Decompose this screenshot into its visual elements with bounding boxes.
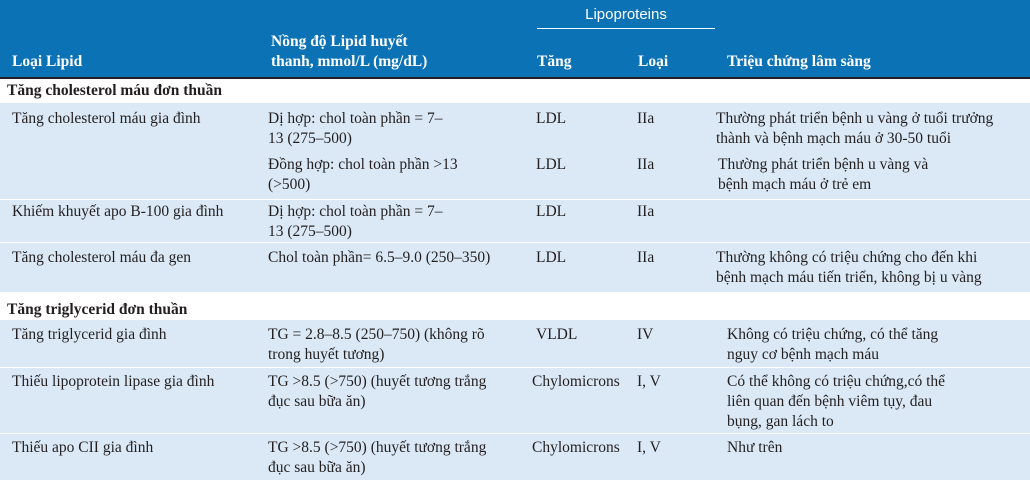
symptoms-cell: liên quan đến bệnh viêm tụy, đau bbox=[727, 393, 933, 410]
concentration-cell: Chol toàn phần= 6.5–9.0 (250–350) bbox=[268, 249, 491, 266]
symptoms-cell: Thường không có triệu chứng cho đến khi bbox=[716, 249, 978, 266]
lipid-type-cell: Tăng triglycerid gia đình bbox=[12, 326, 167, 343]
concentration-cell: đục sau bữa ăn) bbox=[268, 459, 366, 476]
symptoms-cell: Không có triệu chứng, có thể tăng bbox=[727, 326, 939, 343]
elevated-cell: LDL bbox=[536, 249, 567, 266]
lipid-type-cell: Thiếu lipoprotein lipase gia đình bbox=[12, 373, 215, 390]
col-header-symptoms: Triệu chứng lâm sàng bbox=[727, 53, 871, 70]
class-cell: IIa bbox=[637, 249, 655, 266]
col-header-type: Loại Lipid bbox=[12, 53, 83, 70]
lipid-type-cell: Tăng cholesterol máu gia đình bbox=[12, 110, 201, 127]
concentration-cell: Dị hợp: chol toàn phần = 7– bbox=[268, 110, 443, 127]
concentration-cell: (>500) bbox=[268, 176, 311, 193]
col-header-conc-line1: Nồng độ Lipid huyết bbox=[271, 33, 408, 50]
elevated-cell: Chylomicrons bbox=[532, 373, 620, 390]
concentration-cell: đục sau bữa ăn) bbox=[268, 393, 366, 410]
concentration-cell: Đồng hợp: chol toàn phần >13 bbox=[268, 156, 458, 173]
class-cell: I, V bbox=[637, 373, 661, 390]
lipid-type-cell: Tăng cholesterol máu đa gen bbox=[12, 249, 192, 266]
concentration-cell: Dị hợp: chol toàn phần = 7– bbox=[268, 203, 443, 220]
elevated-cell: LDL bbox=[536, 156, 567, 173]
elevated-cell: LDL bbox=[536, 203, 567, 220]
elevated-cell: VLDL bbox=[536, 326, 578, 343]
col-header-conc-line2: thanh, mmol/L (mg/dL) bbox=[271, 53, 428, 70]
concentration-cell: TG >8.5 (>750) (huyết tương trắng bbox=[268, 439, 487, 456]
concentration-cell: trong huyết tương) bbox=[268, 346, 385, 363]
symptoms-cell: Thường phát triển bệnh u vàng ở tuổi trưởng bbox=[716, 110, 994, 127]
symptoms-cell: nguy cơ bệnh mạch máu bbox=[727, 346, 879, 363]
section-title: Tăng cholesterol máu đơn thuần bbox=[7, 82, 223, 99]
class-cell: IIa bbox=[637, 110, 655, 127]
concentration-cell: 13 (275–500) bbox=[268, 223, 352, 240]
symptoms-cell: bệnh mạch máu tiến triển, không bị u vàng bbox=[716, 269, 982, 286]
symptoms-cell: Có thể không có triệu chứng,có thể bbox=[727, 373, 946, 390]
lipid-type-cell: Khiếm khuyết apo B-100 gia đình bbox=[12, 203, 224, 220]
symptoms-cell: bụng, gan lách to bbox=[727, 413, 834, 430]
class-cell: I, V bbox=[637, 439, 661, 456]
concentration-cell: TG >8.5 (>750) (huyết tương trắng bbox=[268, 373, 487, 390]
class-cell: IIa bbox=[637, 203, 655, 220]
symptoms-cell: Thường phát triển bệnh u vàng và bbox=[718, 156, 929, 173]
elevated-cell: Chylomicrons bbox=[532, 439, 620, 456]
table-header bbox=[0, 0, 1030, 78]
elevated-cell: LDL bbox=[536, 110, 567, 127]
symptoms-cell: thành và bệnh mạch máu ở 30-50 tuổi bbox=[716, 130, 952, 147]
concentration-cell: 13 (275–500) bbox=[268, 130, 352, 147]
symptoms-cell: bệnh mạch máu ở trẻ em bbox=[718, 176, 872, 193]
lipoproteins-group-header: Lipoproteins bbox=[585, 6, 667, 23]
header-rule bbox=[0, 77, 1030, 79]
class-cell: IIa bbox=[637, 156, 655, 173]
concentration-cell: TG = 2.8–8.5 (250–750) (không rõ bbox=[268, 326, 485, 343]
symptoms-cell: Như trên bbox=[727, 439, 783, 456]
col-header-elevated: Tăng bbox=[537, 53, 572, 70]
class-cell: IV bbox=[637, 326, 654, 343]
table-row bbox=[0, 434, 1030, 480]
col-header-class: Loại bbox=[638, 53, 669, 70]
section-title: Tăng triglycerid đơn thuần bbox=[7, 301, 188, 318]
lipoproteins-underline bbox=[537, 28, 715, 29]
lipid-type-cell: Thiếu apo CII gia đình bbox=[12, 439, 154, 456]
